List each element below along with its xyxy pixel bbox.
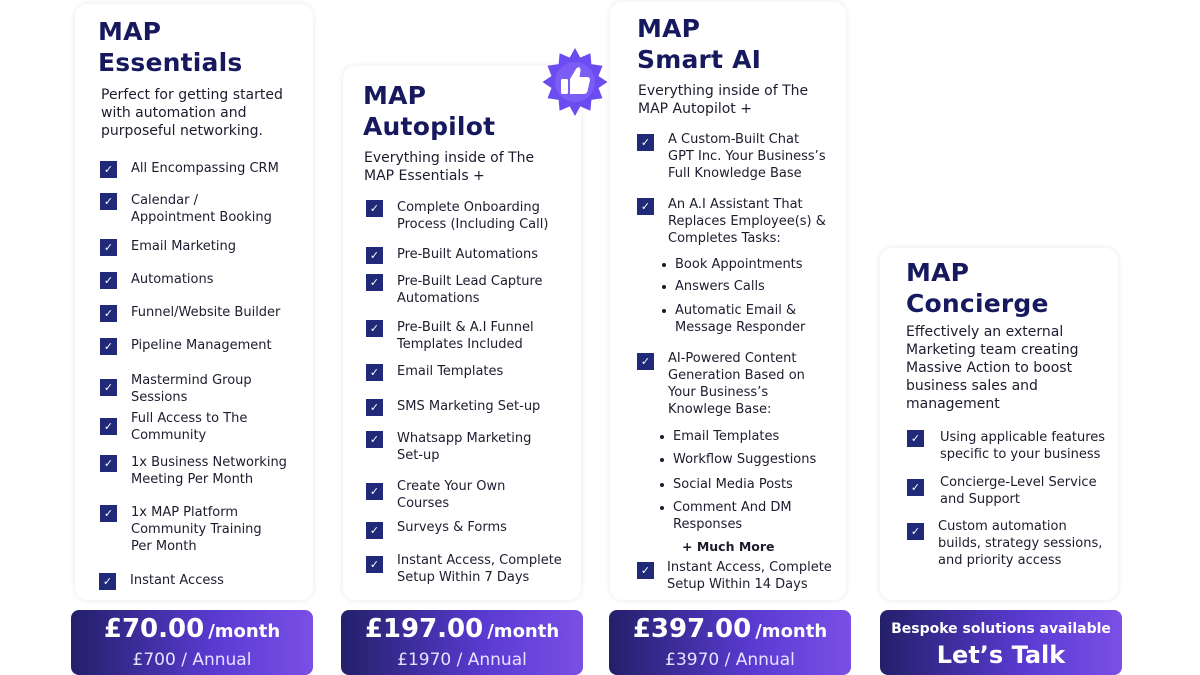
price-amount: £70.00: [103, 614, 205, 644]
feature-text: Instant Access, Complete Setup Within 14 Days: [667, 560, 832, 592]
feature-text: Concierge-Level Service and Support: [940, 475, 1097, 507]
bullet-icon: [660, 458, 664, 462]
checkbox-icon: ✓: [907, 430, 924, 447]
bullet-icon: [660, 435, 664, 439]
feature-text: SMS Marketing Set-up: [397, 399, 541, 414]
sub-feature-text: Comment And DM Responses: [673, 500, 792, 532]
feature-text: Email Templates: [397, 364, 504, 379]
checkbox-icon: ✓: [366, 522, 383, 539]
feature-item: [366, 363, 503, 381]
checkbox-icon: ✓: [366, 483, 383, 500]
checkbox-icon: ✓: [366, 556, 383, 573]
plan-description: Everything inside of The MAP Essentials +: [364, 150, 535, 184]
feature-text: Automations: [131, 272, 214, 287]
feature-text: Custom automation builds, strategy sessions, and priority access: [938, 519, 1103, 568]
feature-text: Instant Access: [130, 573, 224, 588]
feature-item: [637, 350, 805, 418]
plan-description: Effectively an external Marketing team creating Massive Action to boost business sales and management: [906, 324, 1079, 412]
annual-price: £700 / Annual: [132, 650, 252, 670]
feature-item: [907, 518, 1102, 569]
feature-item: [100, 304, 280, 322]
bullet-icon: [660, 506, 664, 510]
plan-title: MAP Smart AI: [637, 14, 762, 74]
feature-item: [100, 160, 279, 178]
lets-talk-button[interactable]: [880, 610, 1122, 675]
feature-item: [100, 337, 272, 355]
checkbox-icon: ✓: [637, 134, 654, 151]
sub-feature-text: Workflow Suggestions: [673, 452, 817, 467]
feature-item: [366, 478, 505, 512]
annual-price: £3970 / Annual: [665, 650, 795, 670]
checkbox-icon: ✓: [366, 399, 383, 416]
bullet-icon: [662, 309, 666, 313]
plan-card-smart-ai: [610, 2, 846, 600]
price-button-autopilot[interactable]: [341, 610, 583, 675]
sub-feature-item: [662, 256, 803, 273]
checkbox-icon: ✓: [100, 338, 117, 355]
sub-feature-item: [660, 499, 792, 533]
checkbox-icon: ✓: [100, 239, 117, 256]
checkbox-icon: ✓: [366, 247, 383, 264]
feature-text: Funnel/Website Builder: [131, 305, 281, 320]
bullet-icon: [660, 483, 664, 487]
plan-title: MAP Autopilot: [363, 81, 496, 141]
feature-item: [637, 559, 832, 593]
sub-feature-text: Email Templates: [673, 429, 780, 444]
price-unit: /month: [487, 621, 560, 642]
feature-item: [100, 504, 262, 555]
lets-talk-label: Let’s Talk: [936, 641, 1066, 669]
checkbox-icon: ✓: [99, 573, 116, 590]
feature-text: Using applicable features specific to your business: [940, 430, 1106, 462]
feature-item: [100, 192, 272, 226]
checkbox-icon: ✓: [100, 379, 117, 396]
plan-description: Perfect for getting started with automation and purposeful networking.: [101, 87, 283, 139]
checkbox-icon: ✓: [366, 364, 383, 381]
checkbox-icon: ✓: [366, 200, 383, 217]
sub-feature-item: [662, 302, 805, 336]
sub-feature-item: [660, 476, 793, 493]
plan-title: MAP Concierge: [906, 258, 1049, 318]
price-button-essentials[interactable]: [71, 610, 313, 675]
checkbox-icon: ✓: [637, 353, 654, 370]
sub-feature-text: Automatic Email & Message Responder: [675, 303, 806, 335]
feature-item: [100, 410, 247, 444]
feature-text: An A.I Assistant That Replaces Employee(s) & Completes Tasks:: [668, 197, 826, 246]
sub-feature-item: [662, 278, 765, 295]
price-unit: /month: [208, 621, 281, 642]
sub-feature-text: Answers Calls: [675, 279, 765, 294]
price-unit: /month: [755, 621, 828, 642]
checkbox-icon: ✓: [366, 431, 383, 448]
checkbox-icon: ✓: [100, 455, 117, 472]
price-button-smart-ai[interactable]: [609, 610, 851, 675]
plan-title: MAP Essentials: [98, 17, 243, 77]
checkbox-icon: ✓: [100, 161, 117, 178]
feature-text: Pre-Built Automations: [397, 247, 538, 262]
feature-text: Pre-Built Lead Capture Automations: [397, 274, 543, 306]
feature-text: Mastermind Group Sessions: [131, 373, 252, 405]
price-amount: £197.00: [364, 614, 484, 644]
feature-text: 1x MAP Platform Community Training Per Month: [131, 505, 262, 554]
feature-text: Pre-Built & A.I Funnel Templates Included: [397, 320, 534, 352]
plan-description: Everything inside of The MAP Autopilot +: [638, 83, 809, 117]
much-more-label: + Much More: [682, 539, 775, 554]
feature-text: Whatsapp Marketing Set-up: [397, 431, 532, 463]
checkbox-icon: ✓: [100, 272, 117, 289]
feature-text: Full Access to The Community: [131, 411, 248, 443]
feature-text: Pipeline Management: [131, 338, 272, 353]
feature-text: All Encompassing CRM: [131, 161, 279, 176]
bespoke-label: Bespoke solutions available: [891, 621, 1111, 637]
feature-item: [366, 273, 543, 307]
feature-item: [366, 552, 562, 586]
checkbox-icon: ✓: [100, 193, 117, 210]
feature-item: [366, 246, 538, 264]
feature-text: A Custom-Built Chat GPT Inc. Your Business’s Full Knowledge Base: [668, 132, 826, 181]
feature-item: [637, 196, 826, 247]
feature-item: [100, 238, 236, 256]
plan-card-concierge: [880, 248, 1118, 600]
bullet-icon: [662, 263, 666, 267]
feature-item: [907, 429, 1105, 463]
feature-text: Instant Access, Complete Setup Within 7 Days: [397, 553, 562, 585]
feature-item: [366, 319, 534, 353]
checkbox-icon: ✓: [907, 523, 924, 540]
checkbox-icon: ✓: [100, 505, 117, 522]
checkbox-icon: ✓: [100, 305, 117, 322]
feature-item: [907, 474, 1097, 508]
feature-item: [637, 131, 826, 182]
checkbox-icon: ✓: [637, 198, 654, 215]
feature-text: AI-Powered Content Generation Based on Your Business’s Knowlege Base:: [668, 351, 805, 417]
feature-item: [100, 454, 287, 488]
checkbox-icon: ✓: [366, 274, 383, 291]
feature-text: Create Your Own Courses: [397, 479, 506, 511]
feature-item: [99, 572, 224, 590]
checkbox-icon: ✓: [100, 418, 117, 435]
sub-feature-item: [660, 451, 816, 468]
feature-item: [366, 519, 507, 539]
price-amount: £397.00: [632, 614, 752, 644]
thumbs-up-icon: [541, 48, 609, 116]
sub-feature-text: Book Appointments: [675, 257, 803, 272]
feature-text: 1x Business Networking Meeting Per Month: [131, 455, 287, 487]
plan-card-autopilot: [343, 66, 581, 600]
feature-item: [100, 271, 214, 289]
checkbox-icon: ✓: [366, 320, 383, 337]
sub-feature-text: Social Media Posts: [673, 477, 793, 492]
feature-text: Calendar / Appointment Booking: [131, 193, 272, 225]
feature-text: Complete Onboarding Process (Including Call): [397, 200, 549, 232]
feature-text: Email Marketing: [131, 239, 236, 254]
bullet-icon: [662, 285, 666, 289]
annual-price: £1970 / Annual: [397, 650, 527, 670]
feature-text: Surveys & Forms: [397, 520, 507, 535]
checkbox-icon: ✓: [907, 479, 924, 496]
sub-feature-item: [660, 428, 779, 445]
checkbox-icon: ✓: [637, 562, 654, 579]
feature-item: [366, 199, 548, 233]
feature-item: [366, 398, 540, 416]
feature-item: [366, 430, 531, 464]
plan-card-essentials: [75, 4, 313, 600]
feature-item: [100, 372, 252, 406]
